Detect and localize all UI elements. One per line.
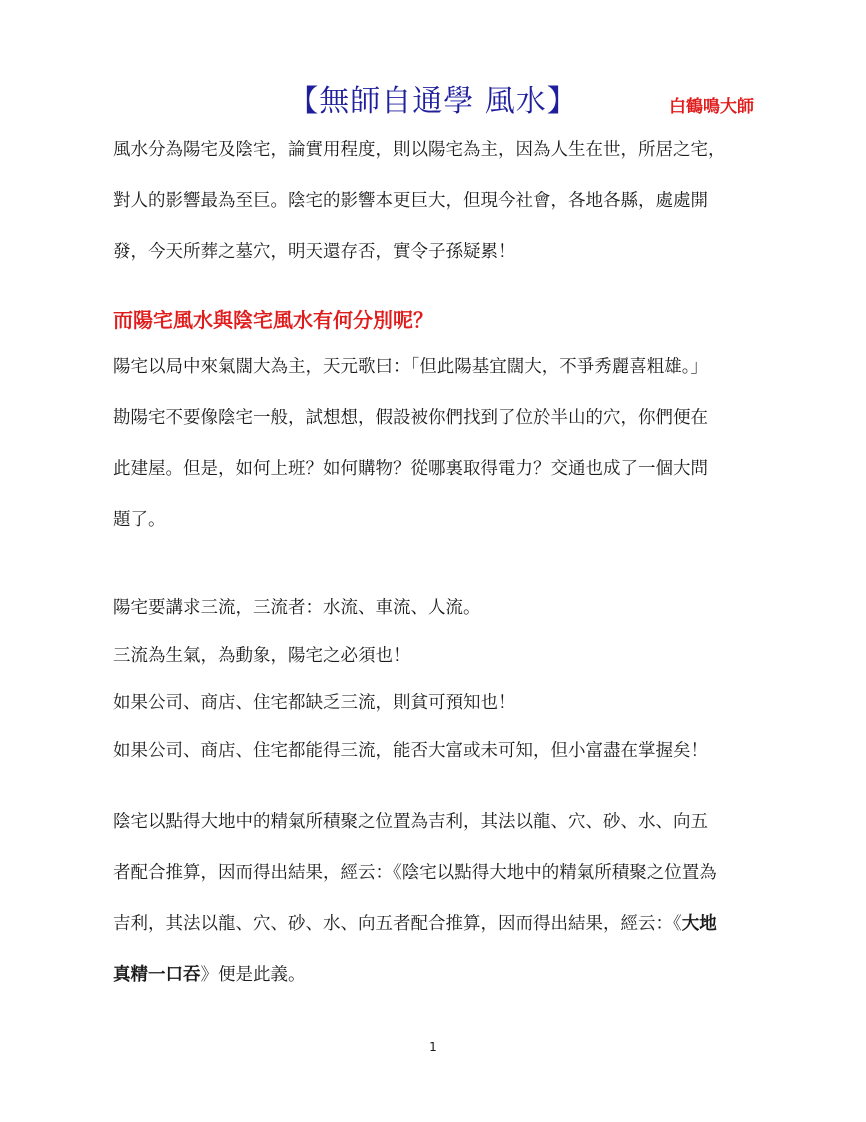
intro-line: 發，今天所葬之墓穴，明天還存否，實令子孫疑累！: [113, 242, 516, 262]
yang-line: 陽宅以局中來氣闊大為主，天元歌曰：「但此陽基宜闊大，不爭秀麗喜粗雄。」: [113, 357, 708, 377]
yin-line-text: 吉利，其法以龍、穴、砂、水、向五者配合推算，因而得出結果，經云：《: [113, 914, 682, 934]
intro-paragraph: [113, 136, 755, 289]
intro-line: 對人的影響最為至巨。陰宅的影響本更巨大，但現今社會，各地各縣，處處開: [113, 191, 708, 211]
three-flows-line: 陽宅要講求三流，三流者：水流、車流、人流。: [113, 598, 481, 618]
quote-emphasis: 大地: [681, 914, 717, 934]
author-name: 白鶴鳴大師: [669, 97, 754, 117]
yang-line: 勘陽宅不要像陰宅一般，試想想，假設被你們找到了位於半山的穴，你們便在: [113, 408, 708, 428]
document-title: 【無師自通學 風水】: [288, 84, 578, 119]
yin-line-text: 》便是此義。: [200, 965, 306, 985]
quote-emphasis: 真精一口吞: [113, 965, 201, 985]
three-flows-line: 如果公司、商店、住宅都缺乏三流，則貧可預知也！: [113, 693, 516, 713]
page-number: 1: [429, 1040, 437, 1054]
yin-line: 者配合推算，因而得出結果，經云：《陰宅以點得大地中的精氣所積聚之位置為: [113, 863, 717, 883]
yin-line: [113, 910, 755, 961]
three-flows-line: 三流為生氣，為動象，陽宅之必須也！: [113, 646, 411, 666]
yin-paragraph: [113, 808, 755, 1012]
intro-line: 風水分為陽宅及陰宅，論實用程度，則以陽宅為主，因為人生在世，所居之宅，: [113, 140, 726, 160]
three-flows-line: 如果公司、商店、住宅都能得三流，能否大富或未可知，但小富盡在掌握矣！: [113, 741, 708, 761]
yang-line: 題了。: [113, 510, 166, 530]
yin-line: [113, 961, 755, 1012]
yin-line: 陰宅以點得大地中的精氣所積聚之位置為吉利，其法以龍、穴、砂、水、向五: [113, 812, 708, 832]
yang-paragraph: [113, 353, 755, 557]
section-heading: 而陽宅風水與陰宅風水有何分別呢？: [113, 308, 433, 332]
yang-line: 此建屋。但是，如何上班？如何購物？從哪裏取得電力？交通也成了一個大問: [113, 459, 708, 479]
